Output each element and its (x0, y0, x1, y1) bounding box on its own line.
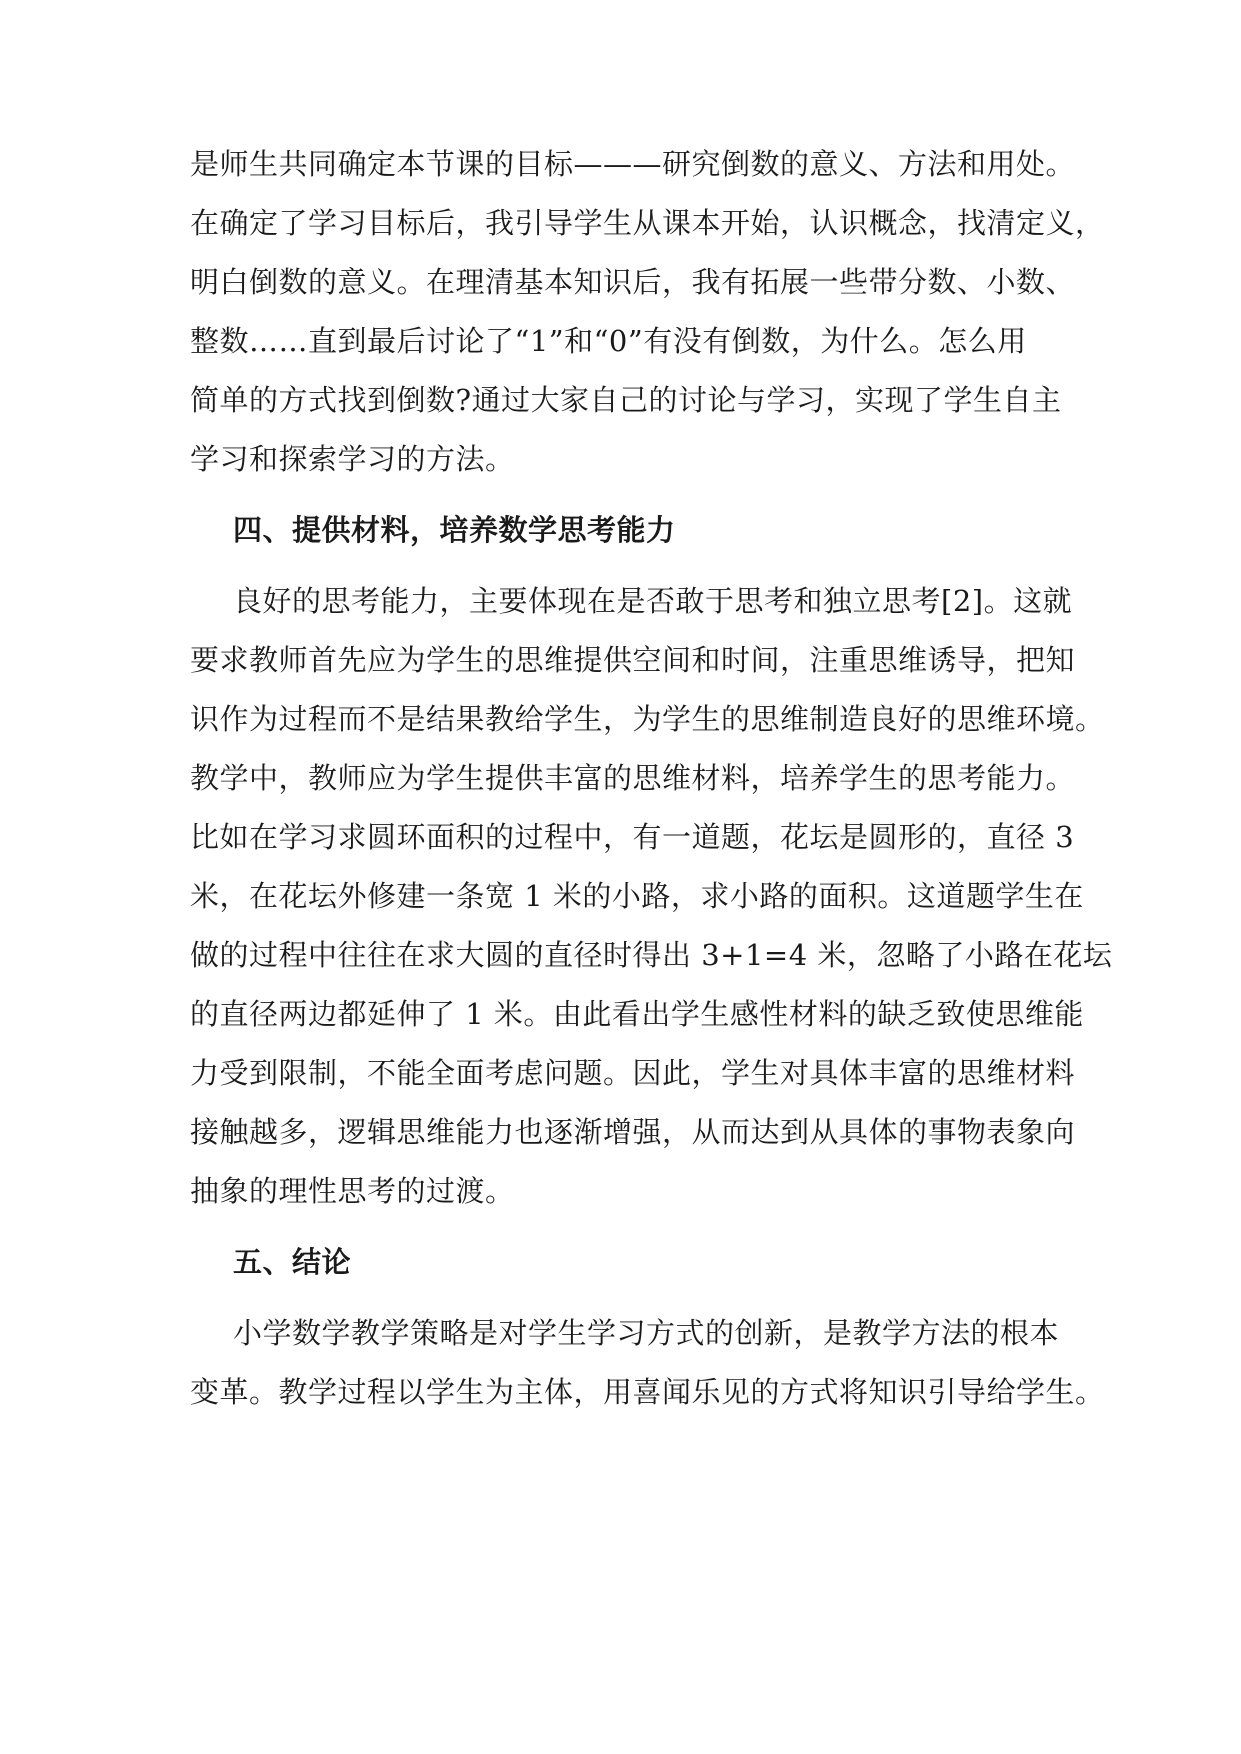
paragraph-line: 识作为过程而不是结果教给学生，为学生的思维制造良好的思维环境。 (190, 702, 1105, 736)
paragraph-line: 米，在花坛外修建一条宽 1 米的小路，求小路的面积。这道题学生在 (190, 879, 1084, 913)
paragraph-line: 学习和探索学习的方法。 (190, 442, 515, 476)
paragraph-line: 做的过程中往往在求大圆的直径时得出 3+1=4 米，忽略了小路在花坛 (190, 938, 1113, 972)
paragraph-line: 抽象的理性思考的过渡。 (190, 1174, 515, 1208)
paragraph-line: 明白倒数的意义。在理清基本知识后，我有拓展一些带分数、小数、 (190, 265, 1076, 299)
section-heading-5: 五、结论 (233, 1245, 352, 1279)
paragraph-line: 小学数学教学策略是对学生学习方式的创新，是教学方法的根本 (233, 1316, 1060, 1350)
section-heading-4: 四、提供材料，培养数学思考能力 (233, 513, 676, 547)
paragraph-line: 力受到限制，不能全面考虑问题。因此，学生对具体丰富的思维材料 (190, 1056, 1076, 1090)
paragraph-line: 教学中，教师应为学生提供丰富的思维材料，培养学生的思考能力。 (190, 761, 1076, 795)
paragraph-line: 比如在学习求圆环面积的过程中，有一道题，花坛是圆形的，直径 3 (190, 820, 1075, 854)
paragraph-line: 整数……直到最后讨论了“1”和“0”有没有倒数，为什么。怎么用 (190, 324, 1027, 358)
paragraph-line: 要求教师首先应为学生的思维提供空间和时间，注重思维诱导，把知 (190, 643, 1076, 677)
paragraph-line: 良好的思考能力，主要体现在是否敢于思考和独立思考[2]。这就 (233, 584, 1073, 618)
paragraph-line: 变革。教学过程以学生为主体，用喜闻乐见的方式将知识引导给学生。 (190, 1375, 1105, 1409)
paragraph-line: 在确定了学习目标后，我引导学生从课本开始，认识概念，找清定义， (190, 206, 1105, 240)
paragraph-line: 接触越多，逻辑思维能力也逐渐增强，从而达到从具体的事物表象向 (190, 1115, 1076, 1149)
paragraph-line: 简单的方式找到倒数?通过大家自己的讨论与学习，实现了学生自主 (190, 383, 1062, 417)
paragraph-line: 的直径两边都延伸了 1 米。由此看出学生感性材料的缺乏致使思维能 (190, 997, 1084, 1031)
paragraph-line: 是师生共同确定本节课的目标———研究倒数的意义、方法和用处。 (190, 147, 1076, 181)
